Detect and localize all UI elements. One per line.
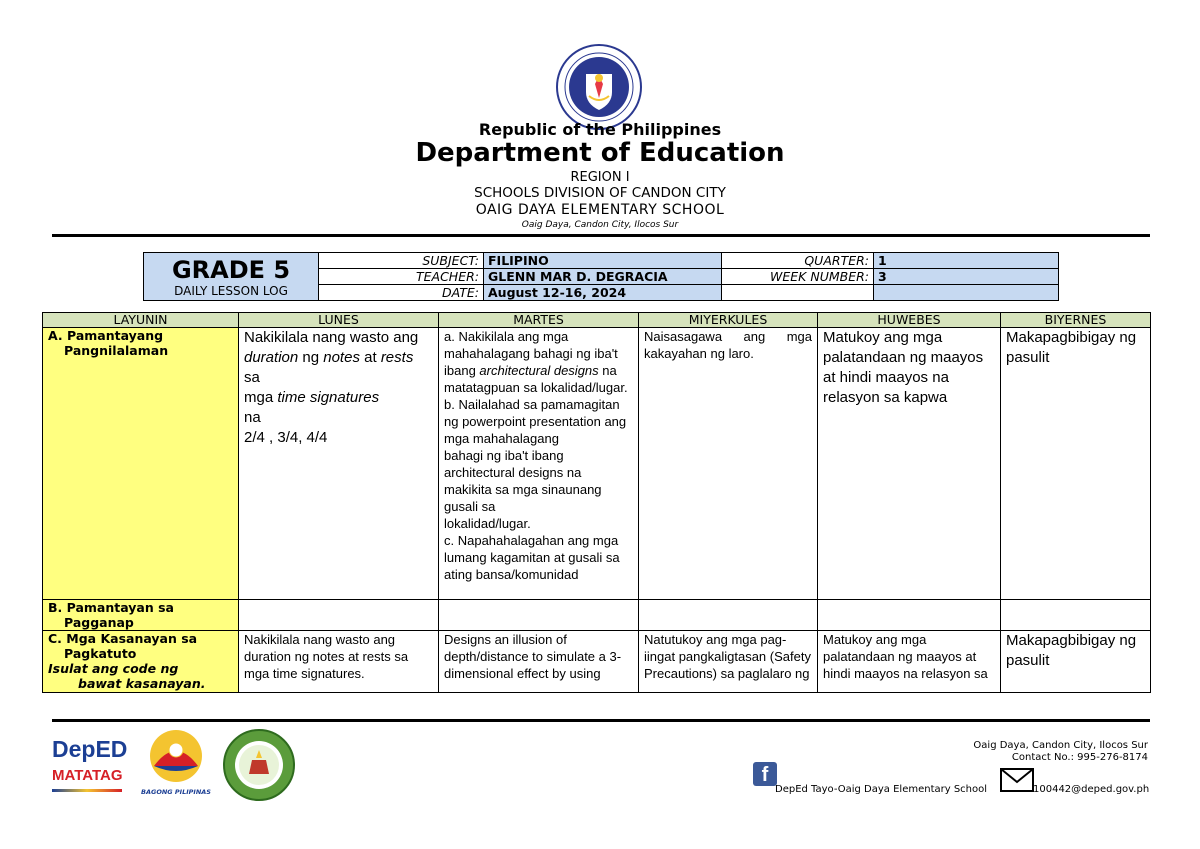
lunes-cell-c: Nakikilala nang wasto ang duration ng notes at rests sa mga time signatures. <box>239 631 439 693</box>
deped-matatag-logo: DepED MATATAG <box>52 736 127 796</box>
subject-value: FILIPINO <box>484 253 722 269</box>
school-address: Oaig Daya, Candon City, Ilocos Sur <box>521 220 679 230</box>
biyernes-cell-b <box>1001 600 1151 631</box>
col-header-miyerkules: MIYERKULES <box>639 313 818 328</box>
lesson-info-table <box>143 252 1059 301</box>
martes-cell-b <box>439 600 639 631</box>
footer-contact: Contact No.: 995-276-8174 <box>1011 752 1148 763</box>
teacher-label: TEACHER: <box>319 269 484 285</box>
grade-cell <box>144 253 319 301</box>
col-header-huwebes: HUWEBES <box>818 313 1001 328</box>
grade-title: GRADE 5 <box>171 255 291 284</box>
table-row <box>43 631 1151 693</box>
week-label: WEEK NUMBER: <box>722 269 874 285</box>
school-heading: OAIG DAYA ELEMENTARY SCHOOL <box>475 202 725 218</box>
week-value: 3 <box>874 269 1059 285</box>
biyernes-cell-a: Makapagbibigay ng pasulit <box>1001 328 1151 600</box>
department-heading: Department of Education <box>415 138 785 168</box>
row-label-pamantayang-pangnilalaman: A. Pamantayang Pangnilalaman <box>43 328 239 600</box>
quarter-value: 1 <box>874 253 1059 269</box>
huwebes-cell-b <box>818 600 1001 631</box>
republic-heading: Republic of the Philippines <box>478 120 722 139</box>
quarter-label: QUARTER: <box>722 253 874 269</box>
school-seal-logo <box>222 728 296 802</box>
footer-divider <box>52 719 1150 722</box>
table-row <box>43 328 1151 600</box>
martes-cell-c: Designs an illusion of depth/distance to simulate a 3- dimensional effect by using <box>439 631 639 693</box>
footer-email-link[interactable]: 100442@deped.gov.ph <box>1033 784 1150 795</box>
date-label: DATE: <box>319 285 484 301</box>
region-heading: REGION I <box>570 170 630 185</box>
row-label-pamantayan-sa-pagganap: B. Pamantayan sa Pagganap <box>43 600 239 631</box>
miyerkules-cell-a: Naisasagawa ang mga kakayahan ng laro. <box>639 328 818 600</box>
col-header-biyernes: BIYERNES <box>1001 313 1151 328</box>
facebook-page-link[interactable]: DepEd Tayo-Oaig Daya Elementary School <box>775 784 988 795</box>
row-label-mga-kasanayan: C. Mga Kasanayan sa Pagkatuto Isulat ang code ng bawat kasanayan. <box>43 631 239 693</box>
footer-contact-block <box>973 740 1148 764</box>
lunes-cell-a: Nakikilala nang wasto ang duration ng notes at rests sa mga time signatures na 2/4 , 3/4, 4/4 <box>239 328 439 600</box>
huwebes-cell-a: Matukoy ang mga palatandaan ng maayos at hindi maayos na relasyon sa kapwa <box>818 328 1001 600</box>
division-heading: SCHOOLS DIVISION OF CANDON CITY <box>474 185 726 201</box>
table-row <box>43 600 1151 631</box>
deped-seal-logo <box>556 44 642 130</box>
col-header-layunin: LAYUNIN <box>43 313 239 328</box>
empty-cell <box>722 285 874 301</box>
email-icon <box>1000 768 1034 792</box>
biyernes-cell-c: Makapagbibigay ng pasulit <box>1001 631 1151 693</box>
date-value: August 12-16, 2024 <box>484 285 722 301</box>
lunes-cell-b <box>239 600 439 631</box>
miyerkules-cell-c: Natutukoy ang mga pag- iingat pangkaligtasan (Safety Precautions) sa paglalaro ng <box>639 631 818 693</box>
table-header-row <box>43 313 1151 328</box>
col-header-martes: MARTES <box>439 313 639 328</box>
bagong-pilipinas-logo: BAGONG PILIPINAS <box>140 728 212 798</box>
log-type: DAILY LESSON LOG <box>174 283 288 298</box>
subject-label: SUBJECT: <box>319 253 484 269</box>
col-header-lunes: LUNES <box>239 313 439 328</box>
teacher-value: GLENN MAR D. DEGRACIA <box>484 269 722 285</box>
facebook-icon: f <box>753 762 777 786</box>
empty-value-cell <box>874 285 1059 301</box>
martes-cell-a: a. Nakikilala ang mga mahahalagang bahagi ng iba't ibang architectural designs na matatagpuan sa lokalidad/lugar. b. Nailalahad sa pamamagitan ng powerpoint presentation ang mga mahahalagang bahagi ng iba't ibang architectural designs na makikita sa mga sinaunang gusali sa lokalidad/lugar. c. Napahahalagahan ang mga lumang kagamitan at gusali sa ating bansa/komunidad <box>439 328 639 600</box>
lesson-log-table <box>42 312 1151 693</box>
huwebes-cell-c: Matukoy ang mga palatandaan ng maayos at hindi maayos na relasyon sa <box>818 631 1001 693</box>
header-divider <box>52 234 1150 237</box>
miyerkules-cell-b <box>639 600 818 631</box>
footer-address: Oaig Daya, Candon City, Ilocos Sur <box>973 740 1148 751</box>
